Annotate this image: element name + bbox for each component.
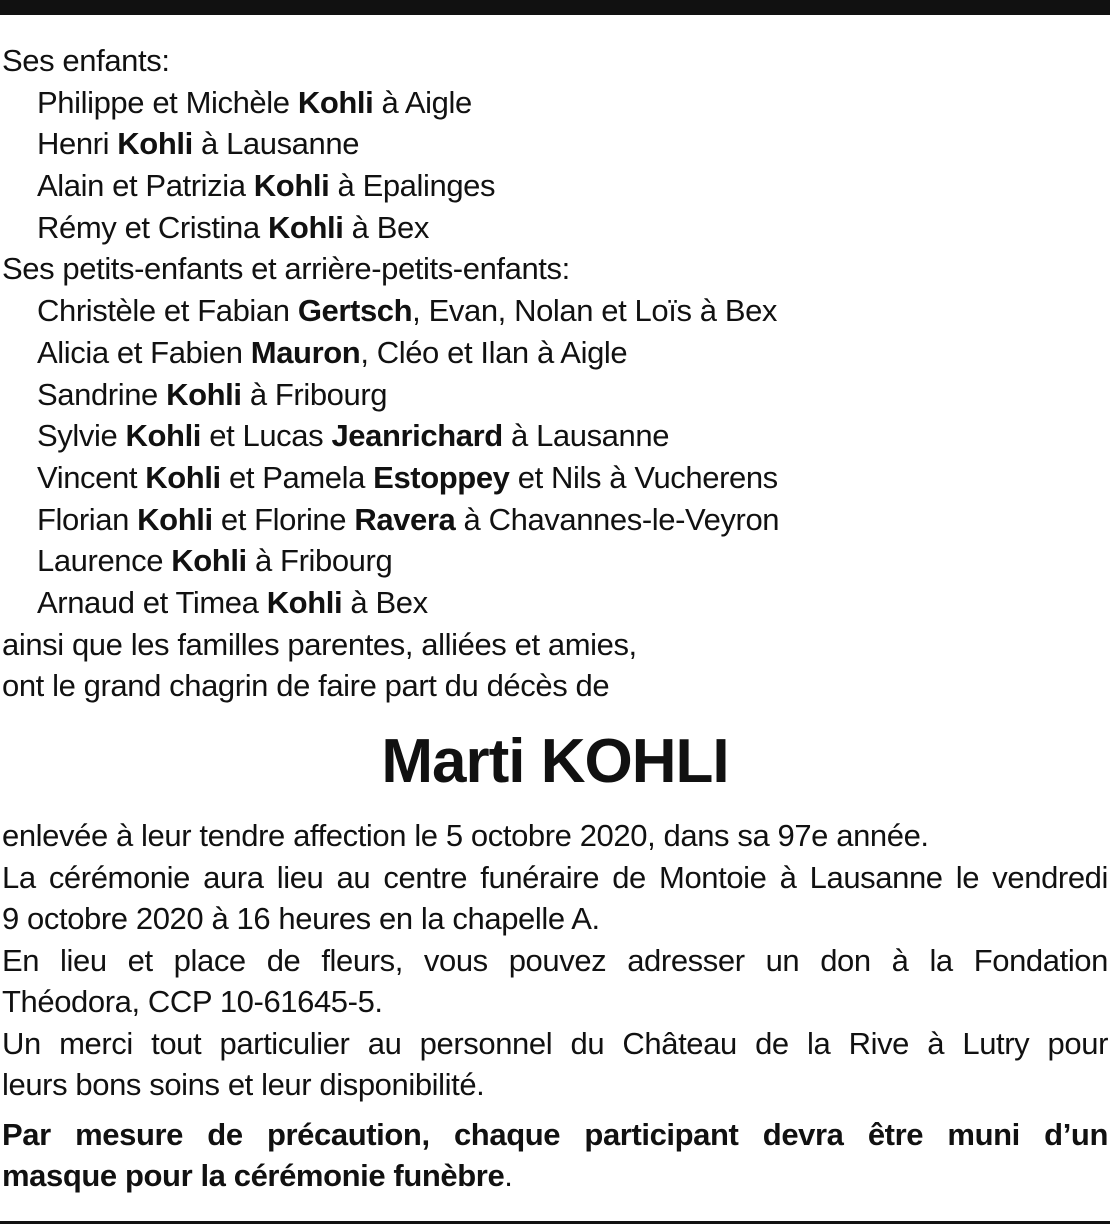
children-heading: Ses enfants: [2,43,170,78]
deceased-name: Marti KOHLI [381,727,729,796]
grandchild-line: Florian Kohli et Florine Ravera à Chavannes-le-Veyron [37,501,780,537]
grandchild-line: Sandrine Kohli à Fribourg [37,376,388,412]
precaution-line-2: masque pour la cérémonie funèbre. [2,1157,513,1193]
ceremony-paragraph [2,857,1108,940]
grandchild-line: Christèle et Fabian Gertsch, Evan, Nolan et Loïs à Bex [37,293,778,329]
child-line: Henri Kohli à Lausanne [37,126,360,162]
grandchildren-heading: Ses petits-enfants et arrière-petits-enfants: [2,251,570,287]
families-line: ainsi que les familles parentes, alliées et amies, [2,626,637,662]
precaution-line-1: Par mesure de précaution, chaque participant devra être muni d’un [2,1116,1108,1152]
donation-line-1: En lieu et place de fleurs, vous pouvez adresser un don à la Fondation [2,942,1108,978]
death-line: enlevée à leur tendre affection le 5 octobre 2020, dans sa 97e année. [2,818,929,853]
donation-paragraph [2,940,1108,1023]
precaution-notice [2,1114,1108,1196]
thanks-line-1: Un merci tout particulier au personnel du Château de la Rive à Lutry pour [2,1025,1108,1061]
top-rule [0,0,1110,15]
death-paragraph [2,815,1108,857]
grandchild-line: Sylvie Kohli et Lucas Jeanrichard à Lausanne [37,418,670,454]
thanks-line-2: leurs bons soins et leur disponibilité. [2,1067,485,1102]
grandchild-line: Arnaud et Timea Kohli à Bex [37,584,428,620]
announcement-line: ont le grand chagrin de faire part du décès de [2,668,610,704]
ceremony-line-1: La cérémonie aura lieu au centre funéraire de Montoie à Lausanne le vendredi [2,859,1108,895]
grandchild-line: Laurence Kohli à Fribourg [37,543,393,579]
thanks-paragraph [2,1023,1108,1106]
child-line: Rémy et Cristina Kohli à Bex [37,209,429,245]
grandchild-line: Alicia et Fabien Mauron, Cléo et Ilan à Aigle [37,334,628,370]
child-line: Alain et Patrizia Kohli à Epalinges [37,168,496,204]
ceremony-line-2: 9 octobre 2020 à 16 heures en la chapelle A. [2,901,600,936]
child-line: Philippe et Michèle Kohli à Aigle [37,84,472,120]
death-notice [2,40,1108,1196]
donation-line-2: Théodora, CCP 10-61645-5. [2,984,383,1019]
bottom-rule [0,1221,1110,1224]
grandchild-line: Vincent Kohli et Pamela Estoppey et Nils à Vucherens [37,459,778,495]
